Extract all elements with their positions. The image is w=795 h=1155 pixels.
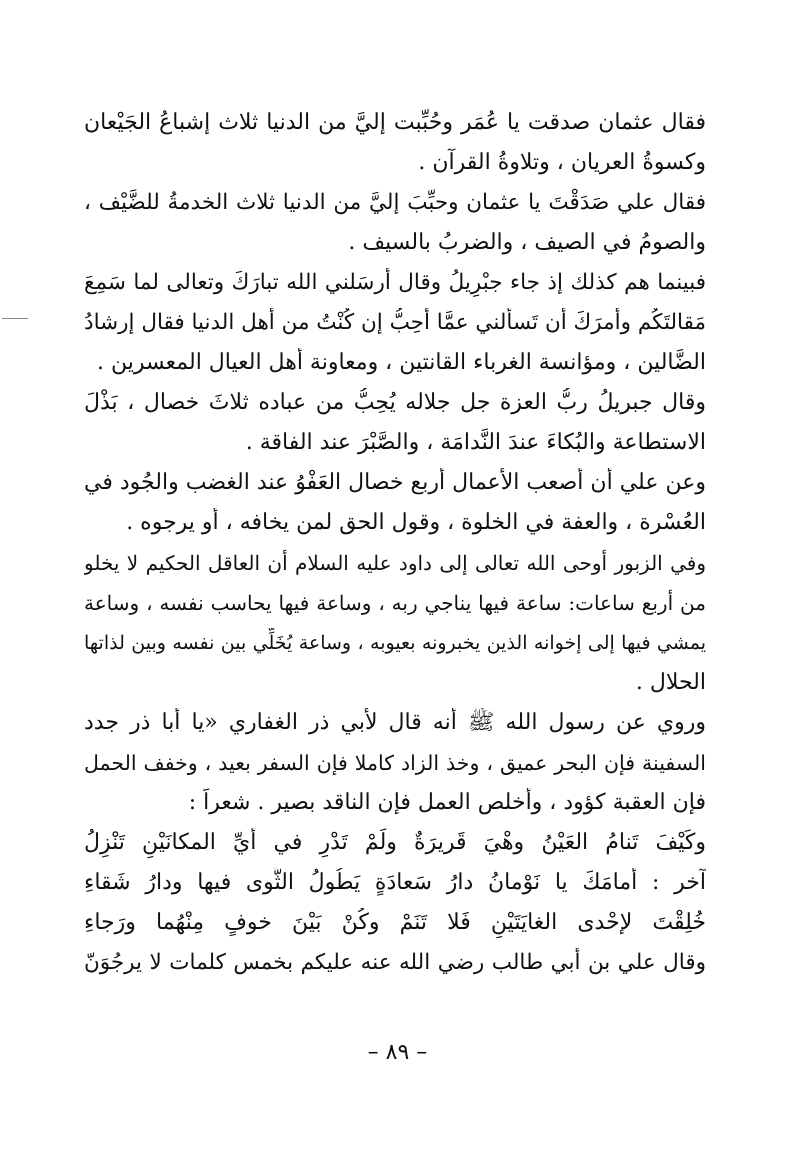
text-line-2: وكسوةُ العريان ، وتلاوةُ القرآن . <box>418 150 706 175</box>
text-line-18: فإن العقبة كؤود ، وأخلص العمل فإن الناقد بصير . شعراً : <box>188 790 706 815</box>
page-body <box>84 108 706 988</box>
text-line-16: وروي عن رسول الله ﷺ أنه قال لأبي ذر الغفاري «يا أبا ذر جدد <box>84 710 706 735</box>
verse-line-1: وكَيْفَ تَنامُ العَيْنُ وهْيَ قَريرَةٌ ولَمْ تَدْرِ في أيِّ المكانَيْنِ تَنْزِلُ <box>84 830 706 855</box>
text-line-12: وفي الزبور أوحى الله تعالى إلى داود عليه السلام أن العاقل الحكيم لا يخلو <box>84 551 706 575</box>
text-line-6: مَقالتَكُم وأمرَكَ أن تَسألني عمَّا أُحِبُّ إن كُنْتُ من أهل الدنيا فقال إرشادُ <box>84 310 706 335</box>
text-line-3: فقال علي صَدَقْتَ يا عثمان وحبِّبَ إليَّ من الدنيا ثلاث الخدمةُ للضَّيْف ، <box>84 190 706 215</box>
text-line-7: الضَّالين ، ومؤانسة الغرباء القانتين ، ومعاونة أهل العيال المعسرين . <box>97 350 706 375</box>
text-line-11: العُسْرة ، والعفة في الخلوة ، وقول الحق لمن يخافه ، أو يرجوه . <box>126 510 706 535</box>
text-line-5: فبينما هم كذلك إذ جاء جبْرِيلُ وقال أرسَلني الله تبارَكَ وتعالى لما سَمِعَ <box>84 270 706 295</box>
page-edge-mark <box>2 318 28 319</box>
text-line-10: وعن علي أن أصعب الأعمال أربع خصال العَفْوُ عند الغضب والجُود في <box>84 470 706 495</box>
verse-line-3: خُلِقْتَ لإحْدى الغايَتَيْنِ فَلا تَنَمْ وكُنْ بَيْنَ خوفٍ مِنْهُما ورَجاءِ <box>84 910 706 935</box>
text-line-14: يمشي فيها إلى إخوانه الذين يخبرونه بعيوبه ، وساعة يُخَلِّي بين نفسه وبين لذاتها <box>84 632 706 654</box>
page-number: – ٨٩ – <box>367 1040 428 1065</box>
text-line-4: والصومُ في الصيف ، والضربُ بالسيف . <box>348 230 706 255</box>
text-line-15: الحلال . <box>635 670 706 695</box>
text-line-8: وقال جبريلُ ربُّ العزة جل جلاله يُحِبُّ من عباده ثلاثَ خصال ، بَذْلَ <box>84 390 706 415</box>
text-line-13: من أربع ساعات: ساعة فيها يناجي ربه ، وساعة فيها يحاسب نفسه ، وساعة <box>84 591 706 615</box>
text-line-22: وقال علي بن أبي طالب رضي الله عنه عليكم بخمس كلمات لا يرجُوَنّ <box>84 950 706 975</box>
verse-line-2: آخر : أمامَكَ يا نَوْمانُ دارُ سَعادَةٍ يَطُولُ الثَّوى فيها ودارُ شَقاءِ <box>84 870 706 895</box>
text-line-17: السفينة فإن البحر عميق ، وخذ الزاد كاملا فإن السفر بعيد ، وخفف الحمل <box>84 751 706 775</box>
text-line-9: الاستطاعة والبُكاءَ عندَ النَّدامَة ، والصَّبْرَ عند الفاقة . <box>245 430 706 455</box>
text-line-1: فقال عثمان صدقت يا عُمَر وحُبِّبت إليَّ من الدنيا ثلاث إشباعُ الجَيْعان <box>84 110 706 135</box>
